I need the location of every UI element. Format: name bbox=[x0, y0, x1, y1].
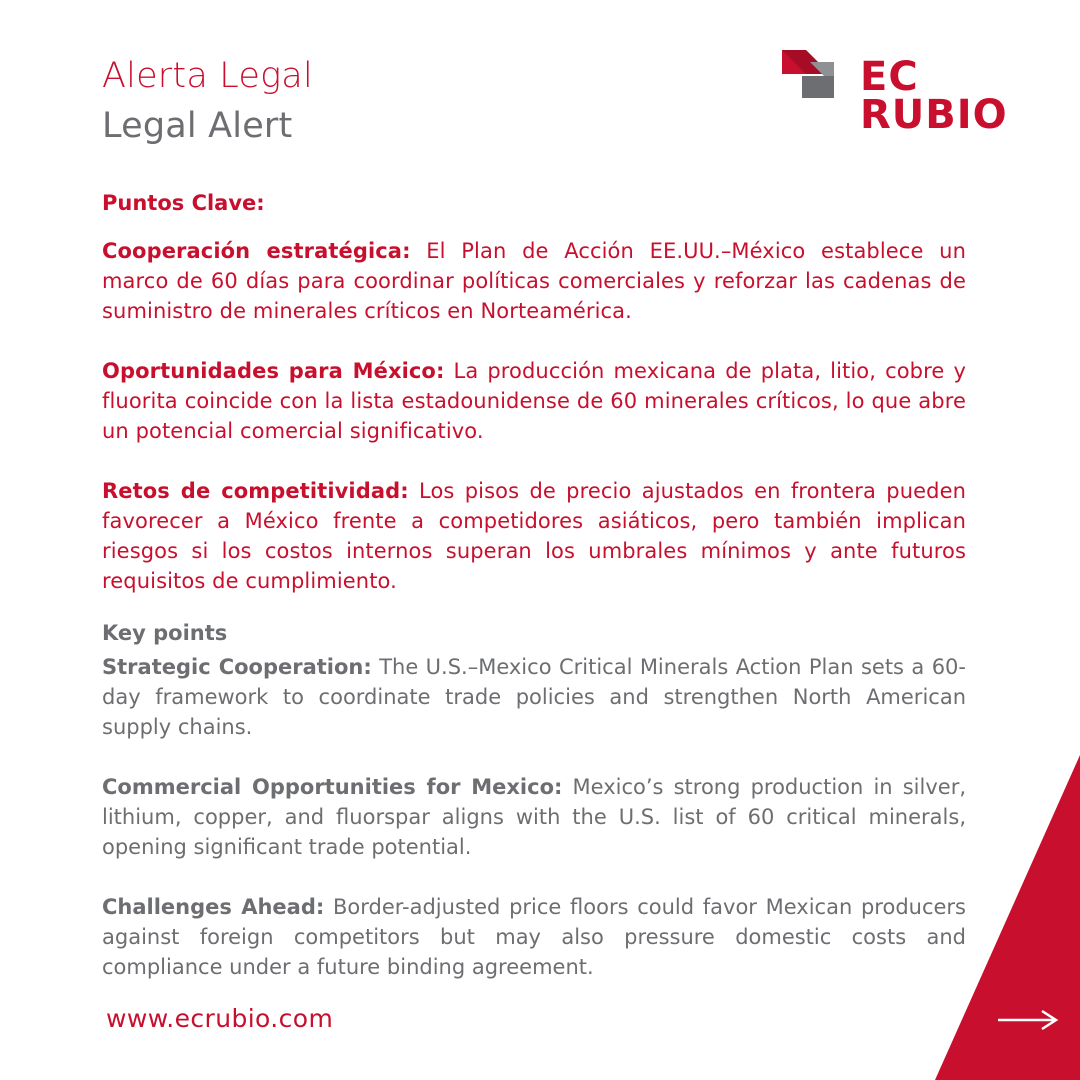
spanish-point-2-text: La producción mexicana de plata, litio, cobre y fluorita coincide con la lista estadounidense de 60 minerales críticos, lo que abre un potencial comercial significativo. bbox=[102, 359, 966, 443]
logo-mark-icon bbox=[780, 48, 840, 104]
english-point-3-label: Challenges Ahead: bbox=[102, 895, 325, 919]
spanish-point-3-label: Retos de competitividad: bbox=[102, 479, 409, 503]
english-point-2-label: Commercial Opportunities for Mexico: bbox=[102, 775, 563, 799]
spanish-point-3 bbox=[102, 476, 966, 596]
main-content bbox=[102, 188, 966, 1012]
english-point-1-label: Strategic Cooperation: bbox=[102, 655, 372, 679]
english-point-1 bbox=[102, 652, 966, 742]
page-title-spanish: Alerta Legal bbox=[102, 56, 313, 96]
english-point-2 bbox=[102, 772, 966, 862]
english-heading: Key points bbox=[102, 621, 228, 645]
arrow-right-icon[interactable] bbox=[996, 1006, 1060, 1034]
logo-wordmark bbox=[860, 54, 1008, 138]
spanish-point-2-label: Oportunidades para México: bbox=[102, 359, 445, 383]
logo-line-2: RUBIO bbox=[860, 92, 1008, 138]
spanish-point-1 bbox=[102, 236, 966, 326]
spanish-point-1-label: Cooperación estratégica: bbox=[102, 239, 411, 263]
ec-rubio-logo bbox=[780, 48, 1020, 148]
spanish-point-3-text: Los pisos de precio ajustados en frontera pueden favorecer a México frente a competidores asiáticos, pero también implican riesgos si los costos internos superan los umbrales mínimos y ante futuros requisitos de cumplimiento. bbox=[102, 479, 967, 593]
english-point-3-text: Border-adjusted price floors could favor Mexican producers against foreign competitors but may also pressure domestic costs and compliance under a future binding agreement. bbox=[102, 895, 966, 979]
english-point-2-text: Mexico’s strong production in silver, lithium, copper, and fluorspar aligns with the U.S. list of 60 critical minerals, opening significant trade potential. bbox=[102, 775, 966, 859]
page-title-english: Legal Alert bbox=[102, 106, 293, 146]
english-point-3 bbox=[102, 892, 966, 982]
logo-line-1: EC bbox=[860, 54, 919, 100]
spanish-heading: Puntos Clave: bbox=[102, 191, 265, 215]
website-link[interactable]: www.ecrubio.com bbox=[106, 1004, 334, 1033]
spanish-point-1-text: El Plan de Acción EE.UU.–México establece un marco de 60 días para coordinar políticas comerciales y reforzar las cadenas de suministro de minerales críticos en Norteamérica. bbox=[102, 239, 966, 323]
english-point-1-text: The U.S.–Mexico Critical Minerals Action Plan sets a 60-day framework to coordinate trade policies and strengthen North American supply chains. bbox=[102, 655, 966, 739]
spanish-point-2 bbox=[102, 356, 966, 446]
